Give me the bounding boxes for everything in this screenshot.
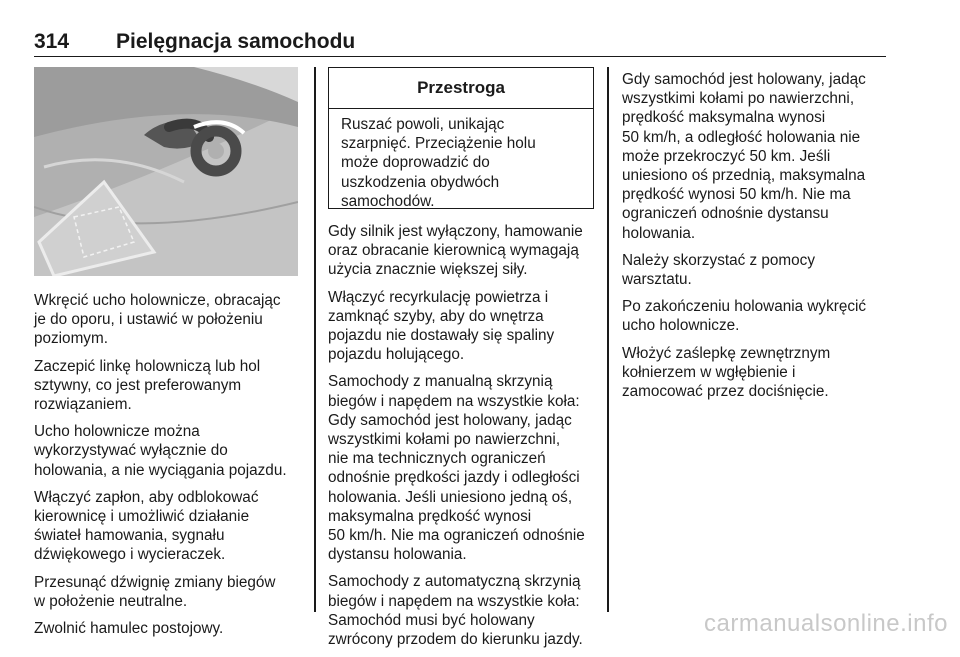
paragraph: Włączyć zapłon, aby odblokować kierownicę i umożliwić działanie świateł hamowania, sygnału dźwiękowego i wycieraczek. [34,488,259,564]
paragraph: Zaczepić linkę holowniczą lub hol sztywny, co jest preferowanym rozwiązaniem. [34,357,261,414]
caution-title: Przestroga [329,68,593,109]
page-number: 314 [34,30,70,53]
left-column [34,291,302,646]
caution-text: Ruszać powoli, unikając szarpnięć. Przeciążenie holu może doprowadzić do uszkodzenia obydwóch samochodów. [341,116,536,210]
paragraph: Po zakończeniu holowania wykręcić ucho holownicze. [622,298,867,335]
middle-column [328,222,596,657]
paragraph: Należy skorzystać z pomocy warsztatu. [622,251,815,289]
paragraph: Samochody z manualną skrzynią biegów i napędem na wszystkie koła: Gdy samochód jest holowany, jadąc wszystkimi kołami po nawierzchni, nie ma technicznych ograniczeń odnośnie prędkości jazdy i odległości holowania. Jeśli uniesiono jedną oś, maksymalna prędkość wynosi 50 km/h. Nie ma ograniczeń odnośnie dystansu holowania. [328,373,585,564]
paragraph: Samochody z automatyczną skrzynią biegów i napędem na wszystkie koła: Samochód musi być holowany zwrócony przodem do kierunku jazdy. [328,573,583,649]
right-column [622,70,884,409]
paragraph: Włożyć zaślepkę zewnętrznym kołnierzem w wgłębienie i zamocować przez dociśnięcie. [622,344,831,401]
column-divider-1 [314,67,316,612]
tow-eye-illustration [34,67,298,276]
caution-box [328,67,594,209]
paragraph: Wkręcić ucho holownicze, obracając je do oporu, i ustawić w położeniu poziomym. [34,292,281,348]
column-divider-2 [607,67,609,612]
paragraph: Zwolnić hamulec postojowy. [34,620,224,638]
watermark: carmanualsonline.info [704,610,948,637]
paragraph: Gdy silnik jest wyłączony, hamowanie oraz obracanie kierownicą wymagają użycia znacznie większej siły. [328,223,583,279]
paragraph: Gdy samochód jest holowany, jadąc wszystkimi kołami po nawierzchni, prędkość maksymalna wynosi 50 km/h, a odległość holowania nie może przekroczyć 50 km. Jeśli uniesiono oś przednią, maksymalna prędkość wynosi 50 km/h. Nie ma ograniczeń odnośnie dystansu holowania. [622,71,866,242]
page-header [34,24,886,57]
paragraph: Przesunąć dźwignię zmiany biegów w położenie neutralne. [34,573,276,610]
paragraph: Ucho holownicze można wykorzystywać wyłącznie do holowania, a nie wyciągania pojazdu. [34,423,287,479]
paragraph: Włączyć recyrkulację powietrza i zamknąć szyby, aby do wnętrza pojazdu nie dostawały się spaliny pojazdu holującego. [328,288,555,364]
page-title: Pielęgnacja samochodu [116,30,356,53]
